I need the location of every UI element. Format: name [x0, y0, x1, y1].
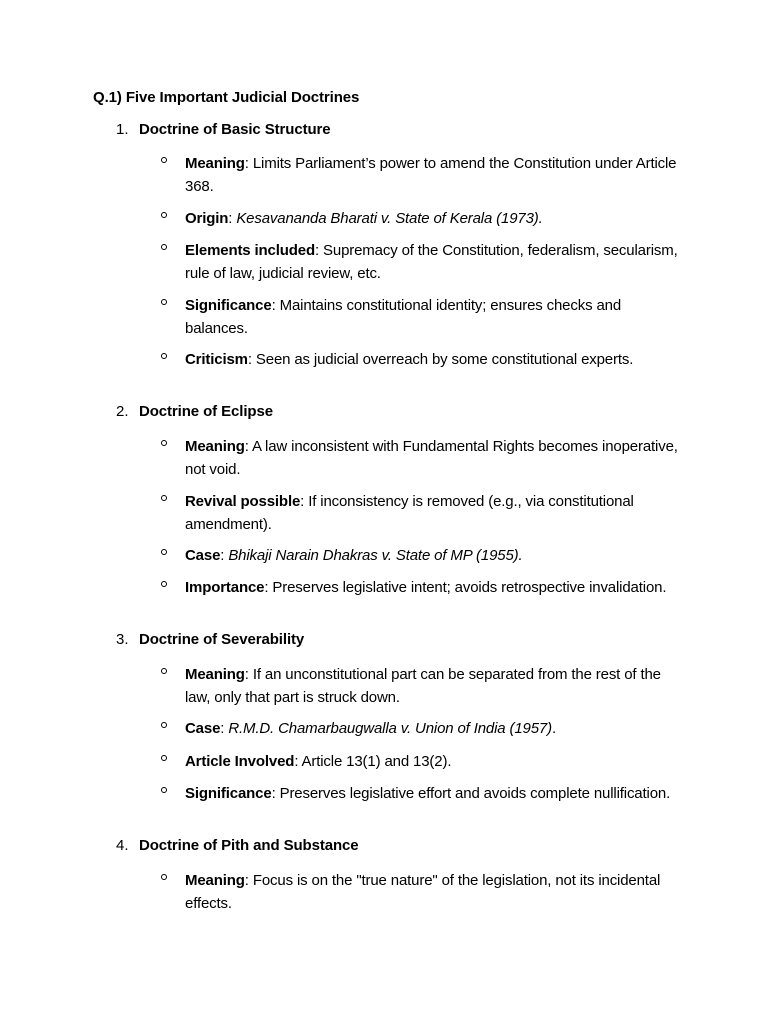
circle-bullet-icon: [161, 495, 167, 501]
circle-bullet-icon: [161, 722, 167, 728]
doctrine-title: Doctrine of Eclipse: [139, 403, 273, 420]
item-text: Meaning: Focus is on the "true nature" of the legislation, not its incidental effects.: [185, 872, 661, 912]
item-text: Case: R.M.D. Chamarbaugwalla v. Union of India (1957).: [185, 720, 557, 737]
circle-bullet-icon: [161, 755, 167, 761]
item-text: Origin: Kesavananda Bharati v. State of Kerala (1973).: [185, 210, 543, 227]
circle-bullet-icon: [161, 212, 167, 218]
doctrine-number: 3.: [116, 631, 129, 648]
item-text: Importance: Preserves legislative intent; avoids retrospective invalidation.: [185, 579, 667, 596]
doctrine-title: Doctrine of Basic Structure: [139, 121, 331, 138]
item-text: Criticism: Seen as judicial overreach by some constitutional experts.: [185, 351, 634, 368]
doctrine-number: 4.: [116, 837, 129, 854]
item-text: Case: Bhikaji Narain Dhakras v. State of MP (1955).: [185, 547, 523, 564]
doctrine-title: Doctrine of Pith and Substance: [139, 837, 359, 854]
item-text: Meaning: If an unconstitutional part can be separated from the rest of the law, only that part is struck down.: [185, 666, 661, 706]
item-text: Meaning: A law inconsistent with Fundamental Rights becomes inoperative, not void.: [185, 438, 678, 478]
circle-bullet-icon: [161, 581, 167, 587]
item-text: Significance: Preserves legislative effort and avoids complete nullification.: [185, 785, 671, 802]
circle-bullet-icon: [161, 299, 167, 305]
circle-bullet-icon: [161, 157, 167, 163]
item-text: Elements included: Supremacy of the Constitution, federalism, secularism, rule of law, judicial review, etc.: [185, 242, 678, 282]
item-text: Meaning: Limits Parliament’s power to amend the Constitution under Article 368.: [185, 155, 677, 195]
circle-bullet-icon: [161, 668, 167, 674]
item-text: Article Involved: Article 13(1) and 13(2).: [185, 753, 452, 770]
question-title: Q.1) Five Important Judicial Doctrines: [93, 89, 360, 106]
circle-bullet-icon: [161, 440, 167, 446]
doctrine-number: 2.: [116, 403, 129, 420]
circle-bullet-icon: [161, 244, 167, 250]
circle-bullet-icon: [161, 353, 167, 359]
doctrine-title: Doctrine of Severability: [139, 631, 305, 648]
circle-bullet-icon: [161, 549, 167, 555]
item-text: Revival possible: If inconsistency is removed (e.g., via constitutional amendment).: [185, 493, 634, 533]
item-text: Significance: Maintains constitutional identity; ensures checks and balances.: [185, 297, 622, 337]
circle-bullet-icon: [161, 874, 167, 880]
doctrine-number: 1.: [116, 121, 129, 138]
circle-bullet-icon: [161, 787, 167, 793]
